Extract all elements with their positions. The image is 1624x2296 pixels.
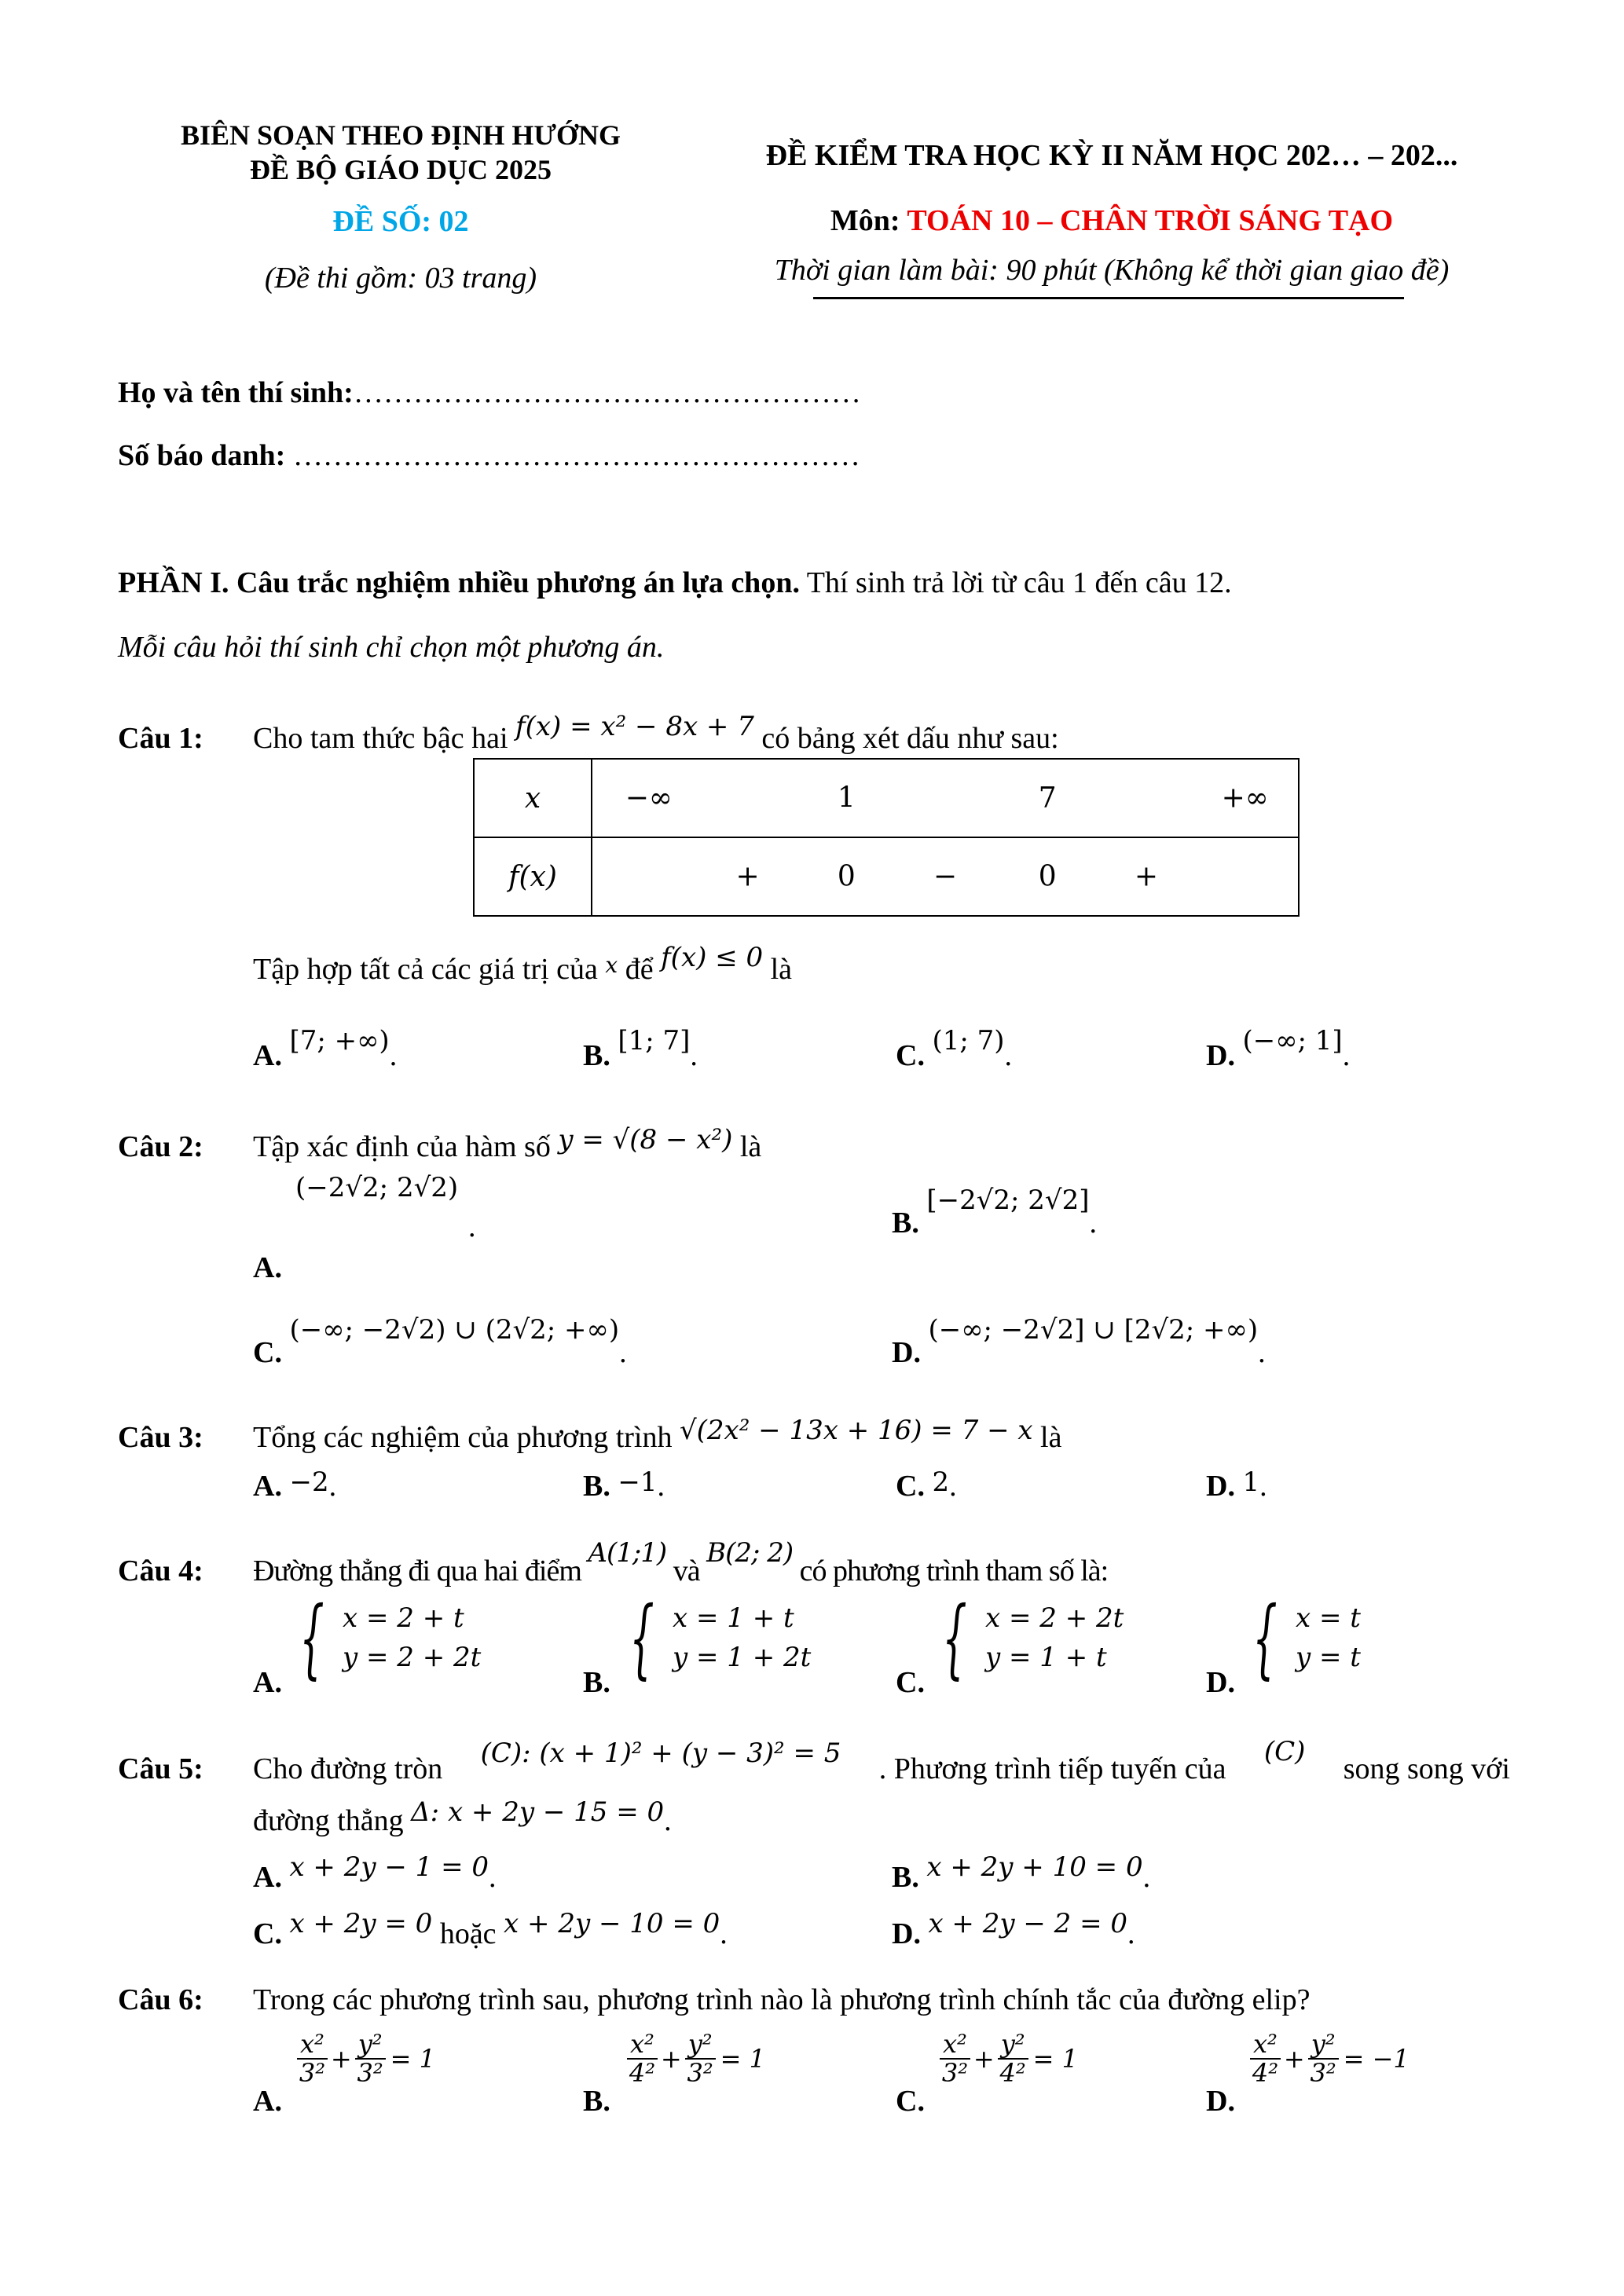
q5-label: Câu 5: bbox=[118, 1752, 203, 1785]
option-label: C. bbox=[253, 1336, 282, 1369]
q2-option-c[interactable] bbox=[253, 1314, 627, 1371]
option-label: C. bbox=[896, 1666, 925, 1699]
q2-option-b[interactable] bbox=[892, 1185, 1097, 1241]
q1-label: Câu 1: bbox=[118, 722, 203, 755]
q5-stem bbox=[253, 1736, 1510, 1786]
q1-text-after: có bảng xét dấu như sau: bbox=[753, 722, 1059, 755]
student-id-line[interactable] bbox=[118, 438, 860, 473]
q5-stem-line2 bbox=[253, 1796, 672, 1839]
period: . bbox=[1127, 1917, 1135, 1950]
option-value: [7; +∞) bbox=[289, 1025, 390, 1056]
sign-fx-value: + bbox=[1134, 860, 1159, 893]
system-line: x = 2 + t bbox=[343, 1602, 464, 1634]
fraction-numerator: x² bbox=[297, 2031, 328, 2060]
period: . bbox=[389, 1039, 398, 1072]
period: . bbox=[468, 1210, 476, 1243]
part1-instruction: Mỗi câu hỏi thí sinh chỉ chọn một phương án. bbox=[118, 631, 665, 664]
q1-text-before: Cho tam thức bậc hai bbox=[253, 722, 516, 755]
option-value: (1; 7) bbox=[932, 1025, 1005, 1056]
sign-table-head-x: x bbox=[474, 759, 592, 837]
period: . bbox=[1258, 1336, 1266, 1369]
q6-stem: Trong các phương trình sau, phương trình nào là phương trình chính tắc của đường elip? bbox=[253, 1983, 1311, 2016]
q3-text-before: Tổng các nghiệm của phương trình bbox=[253, 1421, 680, 1454]
q5-text-after: song song với bbox=[1343, 1752, 1510, 1785]
system-line: y = t bbox=[1296, 1642, 1361, 1673]
option-value: (−∞; −2√2) ∪ (2√2; +∞) bbox=[289, 1314, 620, 1346]
fraction-numerator: x² bbox=[1250, 2031, 1281, 2060]
option-label: D. bbox=[1206, 1039, 1235, 1072]
sign-fx-value: 0 bbox=[1038, 860, 1057, 893]
part1-title-bold: PHẦN I. Câu trắc nghiệm nhiều phương án lựa chọn. bbox=[118, 566, 800, 599]
sign-table-row-x bbox=[474, 759, 1299, 837]
option-value: −2 bbox=[289, 1467, 329, 1498]
q4-text-before: Đường thẳng đi qua hai điểm bbox=[253, 1554, 588, 1587]
q5-math: (C): (x + 1)² + (y − 3)² = 5 bbox=[480, 1738, 841, 1769]
q1-option-b[interactable] bbox=[583, 1025, 698, 1074]
subject-name: TOÁN 10 – CHÂN TRỜI SÁNG TẠO bbox=[907, 204, 1394, 237]
fraction-denominator: 4² bbox=[1252, 2058, 1279, 2089]
q5-option-a[interactable] bbox=[253, 1851, 497, 1895]
option-label: D. bbox=[892, 1917, 921, 1950]
option-label: B. bbox=[892, 1207, 919, 1240]
option-label: B. bbox=[583, 1666, 610, 1699]
period: . bbox=[1259, 1470, 1267, 1503]
part1-title-rest: Thí sinh trả lời từ câu 1 đến câu 12. bbox=[799, 566, 1232, 599]
option-label: C. bbox=[253, 1917, 282, 1950]
q5-line2-math: Δ: x + 2y − 15 = 0 bbox=[411, 1796, 665, 1828]
option-label: D. bbox=[1206, 1666, 1235, 1699]
option-label: D. bbox=[892, 1336, 921, 1369]
period: . bbox=[949, 1470, 957, 1503]
option-connector: hoặc bbox=[432, 1917, 504, 1950]
q5-option-d[interactable] bbox=[892, 1908, 1135, 1952]
q1-sub-math: f(x) ≤ 0 bbox=[661, 942, 764, 973]
q5-text-before: Cho đường tròn bbox=[253, 1752, 443, 1785]
period: . bbox=[619, 1336, 627, 1369]
sign-table-head-fx: f(x) bbox=[474, 837, 592, 916]
q1-substem bbox=[253, 942, 793, 989]
brace-icon: { bbox=[942, 1587, 967, 1688]
option-label: A. bbox=[253, 1861, 282, 1894]
q2-text-after: là bbox=[732, 1130, 762, 1163]
student-name-line[interactable] bbox=[118, 375, 861, 410]
system-line: y = 2 + 2t bbox=[343, 1642, 482, 1673]
fraction-denominator: 3² bbox=[941, 2058, 969, 2089]
period: . bbox=[690, 1039, 698, 1072]
q3-label: Câu 3: bbox=[118, 1421, 203, 1454]
period: . bbox=[489, 1861, 497, 1894]
option-label: C. bbox=[896, 2085, 925, 2118]
header-left-line1: BIÊN SOẠN THEO ĐỊNH HƯỚNG bbox=[180, 119, 621, 151]
q1-sub-before: Tập hợp tất cả các giá trị của bbox=[253, 953, 606, 986]
q4-text-mid: và bbox=[666, 1554, 707, 1587]
period: . bbox=[720, 1917, 728, 1950]
option-value: 2 bbox=[932, 1467, 950, 1498]
option-label: A. bbox=[253, 1039, 282, 1072]
q3-math: √(2x² − 13x + 16) = 7 − x bbox=[679, 1415, 1033, 1446]
ellipse-equation: $\frac{\text{x²}}{\text{4²}}$ + $\frac{\text{y²}}{\text{3²}}$ = 1 bbox=[627, 2031, 765, 2087]
option-label: B. bbox=[892, 1861, 919, 1894]
sign-table-values-x bbox=[592, 759, 1299, 837]
sign-table-row-fx bbox=[474, 837, 1299, 916]
option-value: (−∞; −2√2] ∪ [2√2; +∞) bbox=[928, 1314, 1259, 1346]
sign-fx-value: 0 bbox=[837, 860, 856, 893]
equation-system bbox=[284, 1587, 482, 1688]
option-label: D. bbox=[1206, 1470, 1235, 1503]
option-label: A. bbox=[253, 2085, 282, 2118]
fraction-denominator: 3² bbox=[299, 2058, 326, 2089]
q1-option-d[interactable] bbox=[1206, 1025, 1351, 1074]
option-value: −1 bbox=[618, 1467, 658, 1498]
exam-title: ĐỀ KIỂM TRA HỌC KỲ II NĂM HỌC 202… – 202... bbox=[765, 139, 1458, 172]
system-line: x = t bbox=[1296, 1602, 1361, 1634]
sign-x-value: −∞ bbox=[625, 782, 673, 815]
option-value: x + 2y = 0 bbox=[289, 1908, 433, 1939]
sign-x-value: 7 bbox=[1038, 782, 1057, 815]
system-line: y = 1 + t bbox=[985, 1642, 1107, 1673]
q3-option-c[interactable] bbox=[896, 1469, 957, 1504]
student-id-dots[interactable]: ………………………………………………… bbox=[292, 439, 860, 472]
equation-system bbox=[1237, 1587, 1361, 1688]
brace-icon: { bbox=[629, 1587, 654, 1688]
option-label: D. bbox=[1206, 2085, 1235, 2118]
ellipse-equation: $\frac{\text{x²}}{\text{3²}}$ + $\frac{\text{y²}}{\text{4²}}$ = 1 bbox=[940, 2031, 1078, 2087]
q1-stem bbox=[253, 711, 1059, 756]
option-value: 1 bbox=[1242, 1467, 1260, 1498]
q1-math: f(x) = x² − 8x + 7 bbox=[515, 711, 754, 742]
q4-text-after: có phương trình tham số là: bbox=[793, 1554, 1109, 1587]
period: . bbox=[328, 1470, 337, 1503]
q1-option-a[interactable] bbox=[253, 1025, 398, 1074]
equation-rhs: = −1 bbox=[1343, 2044, 1410, 2074]
fraction-numerator: x² bbox=[940, 2031, 970, 2060]
equation-rhs: = 1 bbox=[390, 2044, 435, 2074]
pages-note: (Đề thi gồm: 03 trang) bbox=[264, 262, 537, 295]
equation-rhs: = 1 bbox=[1032, 2044, 1078, 2074]
sign-x-value: +∞ bbox=[1221, 782, 1269, 815]
ellipse-equation: $\frac{\text{x²}}{\text{4²}}$ + $\frac{\text{y²}}{\text{3²}}$ = −1 bbox=[1250, 2031, 1410, 2087]
header-left bbox=[118, 118, 684, 187]
q3-option-a[interactable] bbox=[253, 1469, 336, 1504]
option-value2: x + 2y − 10 = 0 bbox=[504, 1908, 720, 1939]
q3-text-after: là bbox=[1032, 1421, 1062, 1454]
fraction-numerator: y² bbox=[685, 2031, 716, 2060]
fraction-numerator: y² bbox=[355, 2031, 386, 2060]
q1-sub-var: x bbox=[605, 952, 618, 978]
fraction-denominator: 4² bbox=[999, 2058, 1026, 2089]
fraction-denominator: 4² bbox=[629, 2058, 656, 2089]
sign-table bbox=[473, 758, 1300, 917]
option-value: [1; 7] bbox=[618, 1025, 691, 1056]
option-label: A. bbox=[253, 1666, 282, 1699]
fraction-denominator: 3² bbox=[687, 2058, 713, 2089]
subject-line bbox=[707, 203, 1516, 238]
q5-line2-before: đường thẳng bbox=[253, 1804, 412, 1837]
q2-text-before: Tập xác định của hàm số bbox=[253, 1130, 559, 1163]
sign-fx-value: − bbox=[933, 860, 958, 893]
q2-stem bbox=[253, 1124, 762, 1165]
system-line: y = 1 + 2t bbox=[673, 1642, 812, 1673]
q4-label: Câu 4: bbox=[118, 1554, 203, 1587]
header-divider bbox=[813, 297, 1404, 299]
q3-stem bbox=[253, 1415, 1062, 1456]
q3-option-d[interactable] bbox=[1206, 1469, 1267, 1504]
student-name-label: Họ và tên thí sinh: bbox=[118, 376, 354, 409]
q2-option-a-value[interactable]: (−2√2; 2√2) bbox=[295, 1172, 459, 1203]
q4-stem bbox=[253, 1537, 1109, 1589]
option-label: A. bbox=[253, 1470, 282, 1503]
student-name-dots[interactable]: …………………………………………… bbox=[353, 376, 861, 409]
q3-option-b[interactable] bbox=[583, 1469, 665, 1504]
period: . bbox=[664, 1804, 672, 1837]
fraction-numerator: x² bbox=[627, 2031, 658, 2060]
q1-sub-mid: để bbox=[618, 953, 662, 986]
period: . bbox=[1089, 1207, 1097, 1240]
option-value: x + 2y − 1 = 0 bbox=[289, 1851, 489, 1883]
part1-title bbox=[118, 566, 1232, 600]
q2-option-a-label[interactable]: A. bbox=[253, 1251, 282, 1284]
system-line: x = 2 + 2t bbox=[985, 1602, 1124, 1634]
fraction-denominator: 3² bbox=[357, 2058, 383, 2089]
option-label: B. bbox=[583, 2085, 610, 2118]
header-left-line2: ĐỀ BỘ GIÁO DỤC 2025 bbox=[249, 154, 552, 185]
q5-option-b[interactable] bbox=[892, 1851, 1151, 1895]
q4-point-b: B(2; 2) bbox=[706, 1537, 794, 1569]
sign-table-values-fx bbox=[592, 837, 1299, 916]
q2-label: Câu 2: bbox=[118, 1130, 203, 1163]
option-label: B. bbox=[583, 1039, 610, 1072]
option-value: x + 2y − 2 = 0 bbox=[928, 1908, 1128, 1939]
q2-option-d[interactable] bbox=[892, 1314, 1266, 1371]
option-value: (−∞; 1] bbox=[1242, 1025, 1343, 1056]
q5-text-mid: . Phương trình tiếp tuyến của bbox=[878, 1752, 1226, 1785]
option-value: [−2√2; 2√2] bbox=[926, 1185, 1090, 1216]
period: . bbox=[1142, 1861, 1151, 1894]
subject-label: Môn: bbox=[830, 204, 907, 237]
equation-system bbox=[614, 1587, 812, 1688]
option-label: B. bbox=[583, 1470, 610, 1503]
q1-option-c[interactable] bbox=[896, 1025, 1013, 1074]
time-note: Thời gian làm bài: 90 phút (Không kể thời gian giao đề) bbox=[774, 254, 1450, 287]
exam-code: ĐỀ SỐ: 02 bbox=[332, 205, 469, 238]
option-value: x + 2y + 10 = 0 bbox=[926, 1851, 1143, 1883]
fraction-numerator: y² bbox=[1308, 2031, 1339, 2060]
student-id-label: Số báo danh: bbox=[118, 439, 293, 472]
q6-label: Câu 6: bbox=[118, 1983, 203, 2016]
fraction-denominator: 3² bbox=[1310, 2058, 1336, 2089]
system-line: x = 1 + t bbox=[673, 1602, 794, 1634]
equation-system bbox=[927, 1587, 1124, 1688]
brace-icon: { bbox=[299, 1587, 324, 1688]
period: . bbox=[1342, 1039, 1351, 1072]
ellipse-equation: $\frac{\text{x²}}{\text{3²}}$ + $\frac{\text{y²}}{\text{3²}}$ = 1 bbox=[297, 2031, 435, 2087]
q1-sub-after: là bbox=[763, 953, 793, 986]
brace-icon: { bbox=[1252, 1587, 1278, 1688]
q5-math2: (C) bbox=[1263, 1736, 1306, 1767]
equation-rhs: = 1 bbox=[720, 2044, 765, 2074]
sign-x-value: 1 bbox=[837, 782, 856, 815]
period: . bbox=[1004, 1039, 1013, 1072]
option-label: C. bbox=[896, 1470, 925, 1503]
fraction-numerator: y² bbox=[998, 2031, 1028, 2060]
q4-point-a: A(1;1) bbox=[588, 1537, 667, 1569]
period: . bbox=[657, 1470, 665, 1503]
option-label: C. bbox=[896, 1039, 925, 1072]
q2-math: y = √(8 − x²) bbox=[558, 1124, 733, 1155]
sign-fx-value: + bbox=[735, 860, 760, 893]
q5-option-c[interactable] bbox=[253, 1908, 728, 1952]
